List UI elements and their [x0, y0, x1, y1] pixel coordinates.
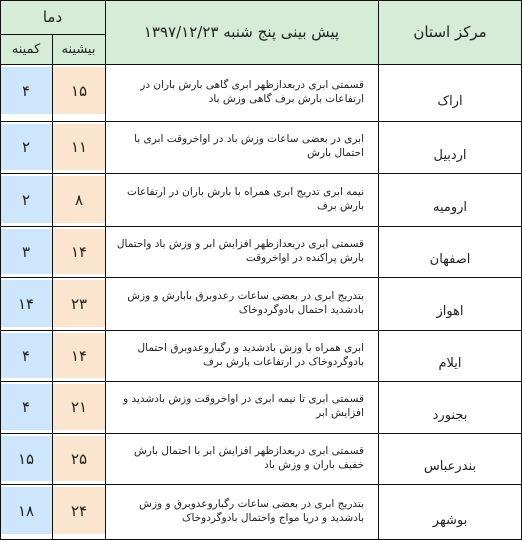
forecast-text: نیمه ابری تدریج ابری همراه با بارش باران در ارتفاعات بارش برف: [126, 185, 364, 212]
min-temp-cell: ۲: [0, 124, 52, 170]
max-temp-cell: ۱۱: [53, 124, 105, 170]
max-temp-cell: ۱۴: [53, 229, 105, 274]
forecast-text: قسمتی ابری دربعدازظهر ابری گاهی بارش باران در ارتفاعات بارش برف گاهی وزش باد: [140, 78, 364, 105]
grid-h-row: [0, 381, 522, 382]
min-temp-cell: ۴: [0, 384, 52, 430]
province-cell: اصفهان: [378, 226, 522, 277]
forecast-text: ابری همراه با وزش بادشدید و رگباروعدوبرق احتمال بادوگردوخاک در ارتفاعات بارش برف: [137, 341, 364, 368]
forecast-cell: [105, 333, 378, 376]
grid-h-row: [0, 433, 522, 434]
grid-h-header: [0, 64, 522, 65]
province-cell: بوشهر: [378, 484, 522, 540]
min-temp-cell: ۱۵: [0, 436, 52, 481]
grid-v-temp-split: [52, 34, 53, 540]
max-temp-cell: ۲۵: [53, 436, 105, 481]
grid-v-forecast: [105, 0, 106, 540]
grid-h-row: [0, 226, 522, 227]
max-header: بیشینه: [52, 34, 105, 64]
forecast-cell: [105, 124, 378, 168]
temp-header: دما: [0, 0, 105, 34]
min-temp-cell: ۲: [0, 176, 52, 223]
min-temp-cell: ۱۴: [0, 280, 52, 327]
forecast-cell: [105, 229, 378, 272]
forecast-text: قسمتی ابری دربعدازظهر افزایش ابر و وزش باد واحتمال بارش پراکنده در اواخروقت: [116, 237, 364, 264]
province-cell: ارومیه: [378, 173, 522, 226]
grid-border-left: [0, 0, 1, 540]
province-cell: اهواز: [378, 277, 522, 330]
min-temp-cell: ۴: [0, 67, 52, 114]
province-cell: بندرعباس: [378, 433, 522, 484]
grid-h-row: [0, 173, 522, 174]
forecast-text: قسمتی ابری تا نیمه ابری در اواخروقت وزش بادشدید و افزایش ابر: [123, 393, 364, 419]
province-header: مرکز استان: [378, 0, 522, 64]
province-cell: اردبیل: [378, 121, 522, 173]
province-cell: بجنورد: [378, 381, 522, 433]
forecast-header: پیش بینی پنج شنبه ۱۳۹۷/۱۲/۲۳: [105, 0, 378, 64]
province-cell: اراک: [378, 64, 522, 121]
forecast-text: قسمتی ابری دربعدازظهر افزایش ابر با احتمال بارش خفیف باران و وزش باد: [133, 444, 364, 471]
forecast-text: ابری در بعضی ساعات وزش باد در اواخروقت ابری با احتمال بارش: [134, 133, 364, 159]
grid-border-top: [0, 0, 522, 1]
forecast-cell: [105, 67, 378, 116]
max-temp-cell: ۲۱: [53, 384, 105, 430]
max-temp-cell: ۲۴: [53, 487, 105, 534]
min-temp-cell: ۳: [0, 229, 52, 274]
min-temp-cell: ۱۸: [0, 487, 52, 534]
min-temp-cell: ۴: [0, 333, 52, 378]
forecast-cell: [105, 176, 378, 221]
max-temp-cell: ۱۵: [53, 67, 105, 114]
max-temp-cell: ۱۴: [53, 333, 105, 378]
forecast-cell: [105, 280, 378, 325]
grid-h-temp-sub: [0, 34, 105, 35]
grid-h-row: [0, 277, 522, 278]
min-header: کمینه: [0, 34, 52, 64]
grid-v-province: [378, 0, 379, 540]
grid-h-row: [0, 484, 522, 485]
grid-h-row: [0, 330, 522, 331]
forecast-text: بتدریج ابری در بعضی ساعات رگباروعدوبرق و وزش بادشدید و دریا مواج واحتمال بادوگردوخاک: [139, 498, 364, 524]
province-cell: ایلام: [378, 330, 522, 381]
forecast-text: بتدریج ابری در بعضی ساعات رعدوبرق بابارش و وزش بادشدید احتمال بادوگردوخاک: [127, 289, 364, 316]
max-temp-cell: ۸: [53, 176, 105, 223]
grid-h-row: [0, 121, 522, 122]
forecast-cell: [105, 487, 378, 535]
forecast-cell: [105, 384, 378, 428]
forecast-cell: [105, 436, 378, 479]
max-temp-cell: ۲۳: [53, 280, 105, 327]
